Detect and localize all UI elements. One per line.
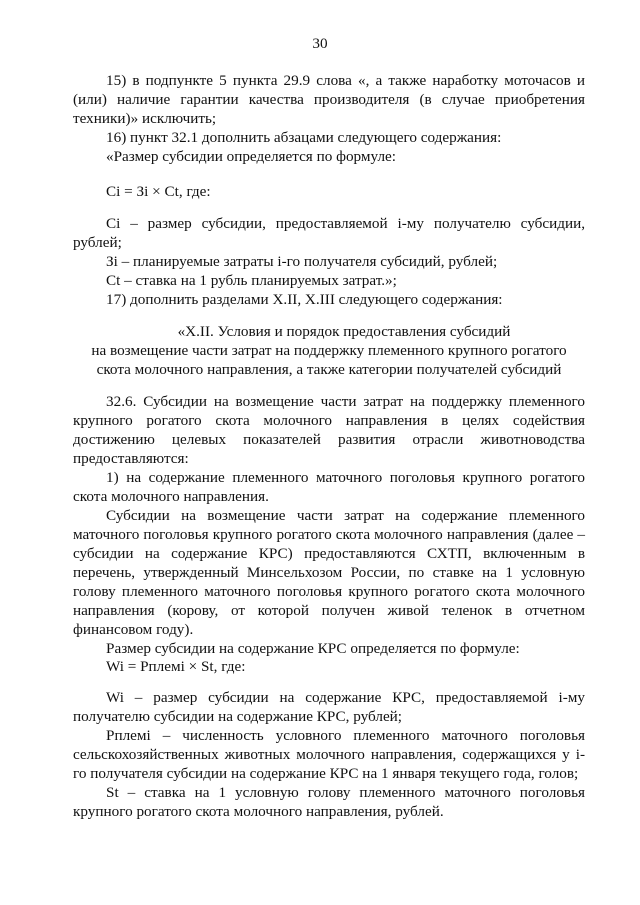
intro-block — [73, 71, 585, 166]
formula: Ci = Зi × Ct, где: — [106, 183, 211, 200]
definition: Ci – размер субсидии, предоставляемой i-му получателю субсидии, рублей; — [73, 215, 585, 251]
paragraph: Размер субсидии на содержание КРС определяется по формуле: — [106, 640, 520, 657]
definition: St – ставка на 1 условную голову племенного маточного поголовья крупного рогатого скота молочного направления, рублей. — [73, 784, 585, 820]
paragraph: 17) дополнить разделами X.II, X.III следующего содержания: — [106, 291, 503, 308]
formula: Wi = Рплемi × St, где: — [106, 658, 246, 675]
section-heading — [73, 322, 585, 379]
paragraph: 32.6. Субсидии на возмещение части затрат на поддержку племенного крупного рогатого скота молочного направления в целях содействия достижению целевых показателей развития отрасли животноводства предоставляются: — [73, 393, 585, 467]
paragraph: «Размер субсидии определяется по формуле: — [106, 148, 396, 165]
paragraph: Субсидии на возмещение части затрат на содержание племенного маточного поголовья крупного рогатого скота молочного направления (далее – субсидии на содержание КРС) предоставляются СХТП, включенным в перечень, утвержденный Минсельхозом России, по ставке на 1 условную голову племенного маточного поголовья крупного рогатого скота молочного направления (корову, от которой получен живой теленок в отчетном финансовом году). — [73, 507, 585, 638]
heading-line: скота молочного направления, а также категории получателей субсидий — [96, 361, 562, 378]
definitions-block-2 — [73, 688, 585, 821]
paragraph: 16) пункт 32.1 дополнить абзацами следующего содержания: — [106, 129, 502, 146]
definition: Wi – размер субсидии на содержание КРС, предоставляемой i-му получателю субсидии на содержание КРС, рублей; — [73, 689, 585, 725]
definition: Зi – планируемые затраты i-го получателя субсидий, рублей; — [106, 253, 498, 270]
formula-block-1 — [73, 182, 585, 201]
paragraph: 1) на содержание племенного маточного поголовья крупного рогатого скота молочного направления. — [73, 469, 585, 505]
heading-line: «X.II. Условия и порядок предоставления субсидий — [177, 323, 511, 340]
page-number: 30 — [312, 35, 328, 52]
definition: Ct – ставка на 1 рубль планируемых затрат.»; — [106, 272, 397, 289]
definition: Рплемi – численность условного племенного маточного поголовья сельскохозяйственных животных молочного направления, содержащихся у i-го получателя субсидии на содержание КРС на 1 января текущего года, голов; — [73, 727, 585, 782]
paragraph: 15) в подпункте 5 пункта 29.9 слова «, а также наработку моточасов и (или) наличие гарантии качества производителя (в случае приобретения техники)» исключить; — [73, 72, 585, 127]
definitions-block-1 — [73, 214, 585, 309]
heading-line: на возмещение части затрат на поддержку племенного крупного рогатого — [91, 342, 567, 359]
formula-block-2 — [73, 657, 585, 676]
main-block — [73, 392, 585, 658]
